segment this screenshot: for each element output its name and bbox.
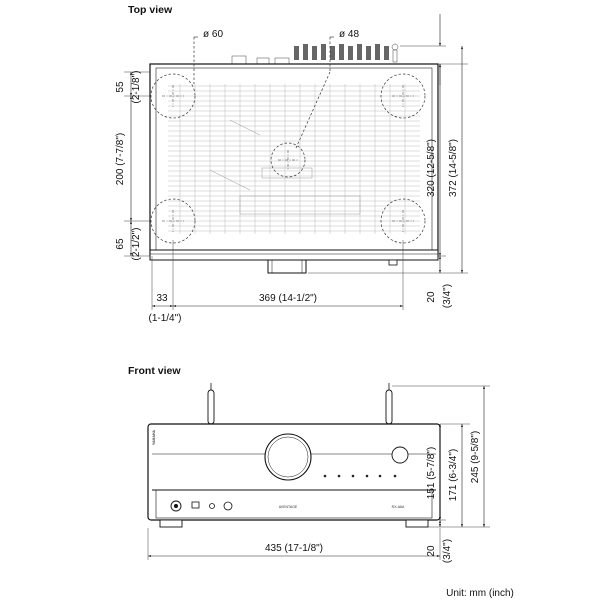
dim-245: 245 (9-5/8") bbox=[470, 430, 481, 484]
unit-note: Unit: mm (inch) bbox=[446, 588, 514, 599]
pure-direct-button[interactable] bbox=[394, 475, 397, 478]
foot-left bbox=[160, 520, 182, 527]
dim-171: 171 (6-3/4") bbox=[448, 448, 459, 502]
hole-size-48-label: ø 48 bbox=[339, 29, 360, 40]
dim-55-mm: 55 bbox=[115, 81, 126, 93]
yp-ao-mic-jack[interactable] bbox=[210, 504, 215, 509]
dim-33-in: (1-1/4") bbox=[148, 313, 182, 324]
scene-button[interactable] bbox=[366, 475, 369, 478]
usb-port[interactable] bbox=[192, 502, 199, 508]
phones-jack[interactable] bbox=[224, 502, 232, 510]
dim-65-mm: 65 bbox=[115, 238, 126, 250]
scene-button[interactable] bbox=[352, 475, 355, 478]
hole-size-60-label: ø 60 bbox=[203, 29, 224, 40]
dim-435: 435 (17-1/8") bbox=[264, 543, 324, 554]
scene-button[interactable] bbox=[324, 475, 327, 478]
dim-33-mm: 33 bbox=[156, 293, 168, 304]
volume-knob-top bbox=[268, 260, 306, 273]
antennas bbox=[208, 383, 392, 424]
dim-65-in: (2-1/2") bbox=[131, 227, 142, 261]
product-line-label: AVENTAGE bbox=[278, 505, 298, 509]
dim-151: 151 (5-7/8") bbox=[426, 446, 437, 500]
top-view-title: Top view bbox=[128, 4, 173, 16]
rear-connectors bbox=[232, 44, 398, 64]
top-chassis bbox=[150, 64, 438, 260]
foot-right bbox=[406, 520, 428, 527]
antenna-right bbox=[386, 390, 392, 424]
volume-knob[interactable] bbox=[265, 434, 311, 480]
dim-369: 369 (14-1/2") bbox=[258, 293, 318, 304]
scene-button[interactable] bbox=[338, 475, 341, 478]
dim-20-in: (3/4") bbox=[442, 283, 453, 309]
input-selector-knob[interactable] bbox=[392, 447, 408, 463]
brand-logo-text: YAMAHA bbox=[152, 429, 156, 445]
front-protrusion bbox=[389, 260, 397, 265]
dim-372: 372 (14-5/8") bbox=[448, 138, 459, 198]
dim-320: 320 (12-5/8") bbox=[426, 138, 437, 198]
front-dim-20-in: (3/4") bbox=[442, 538, 453, 564]
front-view-title: Front view bbox=[128, 365, 181, 377]
dim-20-mm: 20 bbox=[426, 291, 437, 303]
dim-200: 200 (7-7/8") bbox=[115, 132, 126, 186]
program-button[interactable] bbox=[379, 475, 382, 478]
dim-55-in: (2-1/8") bbox=[131, 70, 142, 104]
antenna-left bbox=[208, 390, 214, 424]
model-label: RX-A6A bbox=[391, 505, 405, 509]
front-dim-20-mm: 20 bbox=[426, 545, 437, 557]
